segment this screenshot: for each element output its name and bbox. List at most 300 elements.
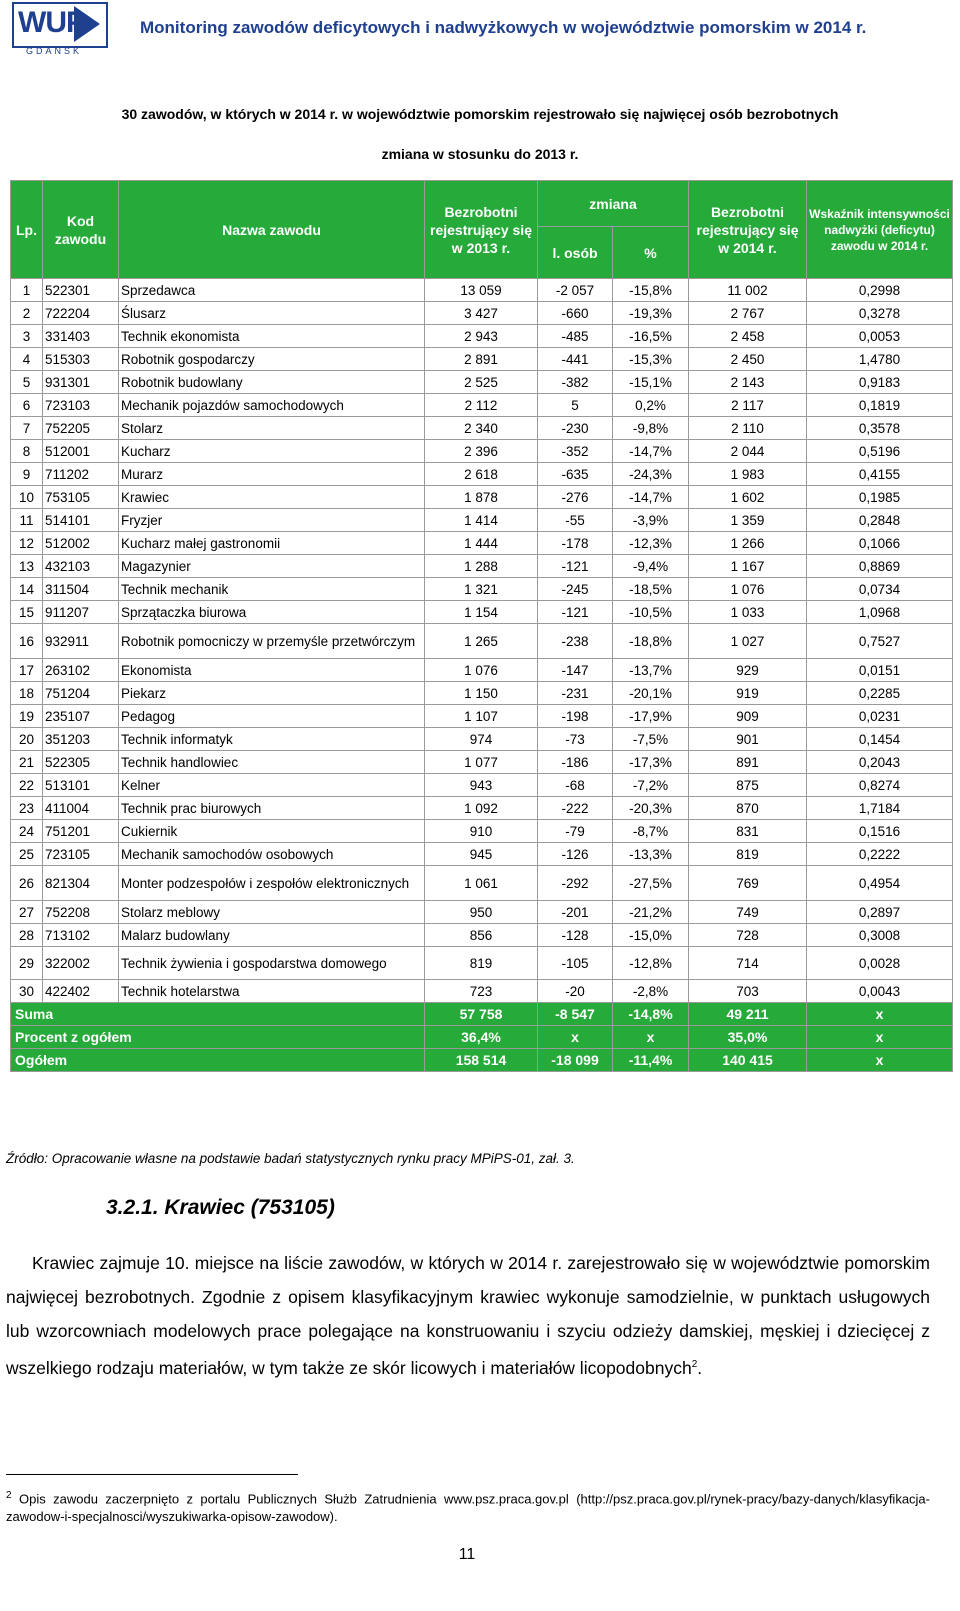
cell-kod: 713102 xyxy=(43,924,119,947)
cell-name: Robotnik pomocniczy w przemyśle przetwórczym xyxy=(119,624,425,659)
cell-lp: 7 xyxy=(11,417,43,440)
cell-l-osob: -245 xyxy=(538,578,613,601)
cell-lp: 30 xyxy=(11,980,43,1003)
cell-b2013: 13 059 xyxy=(425,279,538,302)
cell-b2014: 870 xyxy=(689,797,807,820)
table-row xyxy=(11,901,953,924)
table-row xyxy=(11,751,953,774)
cell-wskaznik: 0,3278 xyxy=(807,302,953,325)
cell-kod: 722204 xyxy=(43,302,119,325)
cell-b2013: 2 618 xyxy=(425,463,538,486)
header-wskaznik: Wskaźnik intensywności nadwyżki (deficytu) zawodu w 2014 r. xyxy=(807,181,953,279)
cell-name: Malarz budowlany xyxy=(119,924,425,947)
wup-logo xyxy=(12,2,108,58)
cell-wskaznik: 0,2897 xyxy=(807,901,953,924)
summary-cell-proc: x xyxy=(613,1026,689,1049)
cell-wskaznik: 0,2043 xyxy=(807,751,953,774)
cell-b2014: 703 xyxy=(689,980,807,1003)
header-b2014: Bezrobotni rejestrujący się w 2014 r. xyxy=(689,181,807,279)
cell-wskaznik: 0,1516 xyxy=(807,820,953,843)
table-row xyxy=(11,980,953,1003)
cell-procent: -9,8% xyxy=(613,417,689,440)
cell-wskaznik: 0,4954 xyxy=(807,866,953,901)
cell-b2014: 909 xyxy=(689,705,807,728)
table-body xyxy=(11,279,953,1072)
cell-kod: 821304 xyxy=(43,866,119,901)
cell-l-osob: -121 xyxy=(538,601,613,624)
cell-b2013: 1 321 xyxy=(425,578,538,601)
summary-cell-wsk: x xyxy=(807,1003,953,1026)
table-row xyxy=(11,509,953,532)
cell-kod: 522305 xyxy=(43,751,119,774)
cell-procent: -20,1% xyxy=(613,682,689,705)
table-row xyxy=(11,348,953,371)
cell-lp: 28 xyxy=(11,924,43,947)
table-row xyxy=(11,578,953,601)
cell-kod: 351203 xyxy=(43,728,119,751)
cell-l-osob: -105 xyxy=(538,947,613,980)
cell-procent: -2,8% xyxy=(613,980,689,1003)
cell-wskaznik: 0,0151 xyxy=(807,659,953,682)
cell-wskaznik: 0,4155 xyxy=(807,463,953,486)
cell-b2014: 2 458 xyxy=(689,325,807,348)
cell-b2013: 974 xyxy=(425,728,538,751)
summary-cell-proc: -14,8% xyxy=(613,1003,689,1026)
cell-wskaznik: 1,7184 xyxy=(807,797,953,820)
cell-procent: -19,3% xyxy=(613,302,689,325)
table-row xyxy=(11,624,953,659)
cell-procent: 0,2% xyxy=(613,394,689,417)
cell-wskaznik: 0,2222 xyxy=(807,843,953,866)
cell-lp: 24 xyxy=(11,820,43,843)
cell-b2014: 2 767 xyxy=(689,302,807,325)
cell-b2013: 1 076 xyxy=(425,659,538,682)
cell-lp: 19 xyxy=(11,705,43,728)
cell-lp: 22 xyxy=(11,774,43,797)
cell-b2013: 943 xyxy=(425,774,538,797)
cell-kod: 311504 xyxy=(43,578,119,601)
header-lp: Lp. xyxy=(11,181,43,279)
cell-b2014: 1 167 xyxy=(689,555,807,578)
cell-procent: -10,5% xyxy=(613,601,689,624)
cell-name: Sprzątaczka biurowa xyxy=(119,601,425,624)
cell-kod: 752205 xyxy=(43,417,119,440)
cell-procent: -24,3% xyxy=(613,463,689,486)
cell-name: Murarz xyxy=(119,463,425,486)
cell-b2013: 1 154 xyxy=(425,601,538,624)
cell-name: Kelner xyxy=(119,774,425,797)
cell-lp: 9 xyxy=(11,463,43,486)
cell-name: Magazynier xyxy=(119,555,425,578)
table-row xyxy=(11,279,953,302)
header-procent: % xyxy=(613,227,689,279)
cell-lp: 13 xyxy=(11,555,43,578)
cell-b2014: 1 983 xyxy=(689,463,807,486)
cell-procent: -14,7% xyxy=(613,486,689,509)
cell-b2013: 2 396 xyxy=(425,440,538,463)
cell-b2014: 819 xyxy=(689,843,807,866)
table-row xyxy=(11,486,953,509)
cell-b2013: 2 112 xyxy=(425,394,538,417)
cell-l-osob: -276 xyxy=(538,486,613,509)
cell-l-osob: -68 xyxy=(538,774,613,797)
cell-lp: 4 xyxy=(11,348,43,371)
body-paragraph xyxy=(6,1246,930,1385)
cell-wskaznik: 0,7527 xyxy=(807,624,953,659)
cell-l-osob: -121 xyxy=(538,555,613,578)
cell-b2014: 1 033 xyxy=(689,601,807,624)
cell-b2013: 1 107 xyxy=(425,705,538,728)
cell-kod: 513101 xyxy=(43,774,119,797)
cell-b2014: 2 450 xyxy=(689,348,807,371)
cell-b2014: 728 xyxy=(689,924,807,947)
cell-b2013: 945 xyxy=(425,843,538,866)
cell-lp: 15 xyxy=(11,601,43,624)
table-row xyxy=(11,797,953,820)
table-row xyxy=(11,394,953,417)
summary-label: Procent z ogółem xyxy=(11,1026,425,1049)
cell-b2013: 1 878 xyxy=(425,486,538,509)
cell-b2014: 891 xyxy=(689,751,807,774)
cell-l-osob: -238 xyxy=(538,624,613,659)
cell-name: Stolarz meblowy xyxy=(119,901,425,924)
cell-kod: 235107 xyxy=(43,705,119,728)
cell-kod: 711202 xyxy=(43,463,119,486)
cell-l-osob: -485 xyxy=(538,325,613,348)
logo-text: WUP xyxy=(18,6,85,39)
cell-lp: 18 xyxy=(11,682,43,705)
cell-wskaznik: 0,1819 xyxy=(807,394,953,417)
summary-cell-b2014: 49 211 xyxy=(689,1003,807,1026)
logo-subtext: GDAŃSK xyxy=(26,46,83,56)
cell-name: Technik informatyk xyxy=(119,728,425,751)
cell-kod: 753105 xyxy=(43,486,119,509)
table-row xyxy=(11,659,953,682)
cell-wskaznik: 1,4780 xyxy=(807,348,953,371)
cell-lp: 5 xyxy=(11,371,43,394)
cell-wskaznik: 0,1454 xyxy=(807,728,953,751)
table-row xyxy=(11,843,953,866)
cell-name: Pedagog xyxy=(119,705,425,728)
table-row xyxy=(11,302,953,325)
cell-wskaznik: 0,0028 xyxy=(807,947,953,980)
cell-procent: -8,7% xyxy=(613,820,689,843)
table-title: 30 zawodów, w których w 2014 r. w województwie pomorskim rejestrowało się najwięcej osób bezrobotnych xyxy=(121,106,839,122)
cell-l-osob: -352 xyxy=(538,440,613,463)
cell-kod: 515303 xyxy=(43,348,119,371)
cell-lp: 21 xyxy=(11,751,43,774)
table-row xyxy=(11,601,953,624)
footnote-text: Opis zawodu zaczerpnięto z portalu Publicznych Służb Zatrudnienia www.psz.praca.gov.pl (http://psz.praca.gov.pl/rynek-pracy/bazy-danych/klasyfikacja-zawodow-i-specjalnosci/wyszukiwarka-opisow-zawodow). xyxy=(6,1491,930,1525)
cell-procent: -15,0% xyxy=(613,924,689,947)
cell-b2013: 2 891 xyxy=(425,348,538,371)
summary-label: Ogółem xyxy=(11,1049,425,1072)
paragraph-end: . xyxy=(697,1357,703,1378)
cell-lp: 12 xyxy=(11,532,43,555)
cell-name: Robotnik gospodarczy xyxy=(119,348,425,371)
cell-kod: 322002 xyxy=(43,947,119,980)
table-row xyxy=(11,440,953,463)
cell-b2013: 3 427 xyxy=(425,302,538,325)
footnote-ref: 2 xyxy=(691,1359,698,1370)
cell-l-osob: -222 xyxy=(538,797,613,820)
cell-lp: 3 xyxy=(11,325,43,348)
cell-lp: 20 xyxy=(11,728,43,751)
cell-name: Technik ekonomista xyxy=(119,325,425,348)
cell-b2013: 1 444 xyxy=(425,532,538,555)
cell-wskaznik: 0,0053 xyxy=(807,325,953,348)
cell-l-osob: -382 xyxy=(538,371,613,394)
occupations-table xyxy=(10,180,953,1072)
cell-name: Kucharz xyxy=(119,440,425,463)
cell-procent: -3,9% xyxy=(613,509,689,532)
cell-name: Cukiernik xyxy=(119,820,425,843)
summary-cell-proc: -11,4% xyxy=(613,1049,689,1072)
cell-wskaznik: 0,2848 xyxy=(807,509,953,532)
cell-l-osob: -79 xyxy=(538,820,613,843)
cell-l-osob: -20 xyxy=(538,980,613,1003)
cell-procent: -16,5% xyxy=(613,325,689,348)
cell-wskaznik: 0,1985 xyxy=(807,486,953,509)
cell-b2013: 2 525 xyxy=(425,371,538,394)
cell-lp: 25 xyxy=(11,843,43,866)
cell-b2013: 1 150 xyxy=(425,682,538,705)
cell-procent: -13,3% xyxy=(613,843,689,866)
summary-cell-b2014: 35,0% xyxy=(689,1026,807,1049)
cell-b2014: 1 076 xyxy=(689,578,807,601)
table-row xyxy=(11,866,953,901)
table-row xyxy=(11,728,953,751)
cell-name: Ślusarz xyxy=(119,302,425,325)
cell-b2014: 714 xyxy=(689,947,807,980)
table-row xyxy=(11,705,953,728)
cell-kod: 723103 xyxy=(43,394,119,417)
cell-kod: 514101 xyxy=(43,509,119,532)
cell-name: Technik mechanik xyxy=(119,578,425,601)
cell-kod: 752208 xyxy=(43,901,119,924)
cell-kod: 331403 xyxy=(43,325,119,348)
cell-b2014: 2 044 xyxy=(689,440,807,463)
summary-label: Suma xyxy=(11,1003,425,1026)
cell-kod: 512001 xyxy=(43,440,119,463)
cell-kod: 422402 xyxy=(43,980,119,1003)
cell-b2013: 856 xyxy=(425,924,538,947)
cell-l-osob: -198 xyxy=(538,705,613,728)
cell-lp: 17 xyxy=(11,659,43,682)
cell-procent: -15,8% xyxy=(613,279,689,302)
cell-kod: 512002 xyxy=(43,532,119,555)
cell-name: Monter podzespołów i zespołów elektronicznych xyxy=(119,866,425,901)
cell-b2013: 1 092 xyxy=(425,797,538,820)
table-row xyxy=(11,325,953,348)
cell-procent: -17,9% xyxy=(613,705,689,728)
cell-name: Piekarz xyxy=(119,682,425,705)
cell-procent: -15,1% xyxy=(613,371,689,394)
cell-l-osob: -2 057 xyxy=(538,279,613,302)
summary-cell-b2013: 158 514 xyxy=(425,1049,538,1072)
cell-name: Technik żywienia i gospodarstwa domowego xyxy=(119,947,425,980)
cell-procent: -17,3% xyxy=(613,751,689,774)
table-row xyxy=(11,820,953,843)
summary-cell-b2013: 57 758 xyxy=(425,1003,538,1026)
cell-b2014: 901 xyxy=(689,728,807,751)
cell-b2014: 769 xyxy=(689,866,807,901)
cell-b2014: 929 xyxy=(689,659,807,682)
cell-b2013: 2 340 xyxy=(425,417,538,440)
cell-b2013: 950 xyxy=(425,901,538,924)
header-name: Nazwa zawodu xyxy=(119,181,425,279)
footnote xyxy=(6,1487,930,1526)
cell-l-osob: -201 xyxy=(538,901,613,924)
cell-wskaznik: 0,0734 xyxy=(807,578,953,601)
cell-b2014: 875 xyxy=(689,774,807,797)
cell-wskaznik: 0,5196 xyxy=(807,440,953,463)
cell-kod: 911207 xyxy=(43,601,119,624)
summary-cell-b2013: 36,4% xyxy=(425,1026,538,1049)
cell-b2013: 1 414 xyxy=(425,509,538,532)
cell-l-osob: -186 xyxy=(538,751,613,774)
cell-b2014: 11 002 xyxy=(689,279,807,302)
cell-lp: 1 xyxy=(11,279,43,302)
cell-l-osob: -292 xyxy=(538,866,613,901)
summary-row xyxy=(11,1003,953,1026)
summary-row xyxy=(11,1049,953,1072)
source-note: Źródło: Opracowanie własne na podstawie badań statystycznych rynku pracy MPiPS-01, zał. 3. xyxy=(6,1151,575,1166)
summary-cell-wsk: x xyxy=(807,1049,953,1072)
cell-name: Technik handlowiec xyxy=(119,751,425,774)
cell-wskaznik: 0,8869 xyxy=(807,555,953,578)
cell-b2013: 723 xyxy=(425,980,538,1003)
cell-l-osob: -55 xyxy=(538,509,613,532)
cell-lp: 27 xyxy=(11,901,43,924)
page-header xyxy=(0,0,960,62)
cell-b2013: 1 077 xyxy=(425,751,538,774)
cell-lp: 2 xyxy=(11,302,43,325)
cell-name: Krawiec xyxy=(119,486,425,509)
cell-b2014: 1 359 xyxy=(689,509,807,532)
cell-l-osob: -441 xyxy=(538,348,613,371)
cell-l-osob: -73 xyxy=(538,728,613,751)
table-row xyxy=(11,947,953,980)
table-row xyxy=(11,555,953,578)
cell-name: Mechanik samochodów osobowych xyxy=(119,843,425,866)
cell-kod: 263102 xyxy=(43,659,119,682)
cell-kod: 751204 xyxy=(43,682,119,705)
cell-b2013: 910 xyxy=(425,820,538,843)
cell-name: Sprzedawca xyxy=(119,279,425,302)
cell-b2014: 2 110 xyxy=(689,417,807,440)
cell-lp: 11 xyxy=(11,509,43,532)
summary-cell-b2014: 140 415 xyxy=(689,1049,807,1072)
cell-procent: -18,5% xyxy=(613,578,689,601)
cell-b2013: 2 943 xyxy=(425,325,538,348)
cell-name: Stolarz xyxy=(119,417,425,440)
cell-wskaznik: 0,3008 xyxy=(807,924,953,947)
header-title: Monitoring zawodów deficytowych i nadwyżkowych w województwie pomorskim w 2014 r. xyxy=(140,18,867,37)
cell-wskaznik: 0,1066 xyxy=(807,532,953,555)
summary-row xyxy=(11,1026,953,1049)
cell-l-osob: -231 xyxy=(538,682,613,705)
cell-procent: -27,5% xyxy=(613,866,689,901)
cell-b2013: 1 288 xyxy=(425,555,538,578)
table-row xyxy=(11,774,953,797)
cell-kod: 723105 xyxy=(43,843,119,866)
cell-l-osob: -230 xyxy=(538,417,613,440)
cell-procent: -18,8% xyxy=(613,624,689,659)
footnote-number: 2 xyxy=(6,1490,12,1501)
cell-lp: 23 xyxy=(11,797,43,820)
cell-name: Robotnik budowlany xyxy=(119,371,425,394)
cell-procent: -20,3% xyxy=(613,797,689,820)
cell-name: Mechanik pojazdów samochodowych xyxy=(119,394,425,417)
table-subtitle: zmiana w stosunku do 2013 r. xyxy=(381,146,579,162)
cell-wskaznik: 0,2285 xyxy=(807,682,953,705)
cell-b2013: 1 265 xyxy=(425,624,538,659)
table-row xyxy=(11,463,953,486)
cell-b2014: 749 xyxy=(689,901,807,924)
cell-l-osob: -147 xyxy=(538,659,613,682)
cell-wskaznik: 0,2998 xyxy=(807,279,953,302)
cell-b2014: 1 027 xyxy=(689,624,807,659)
cell-b2014: 831 xyxy=(689,820,807,843)
cell-procent: -13,7% xyxy=(613,659,689,682)
cell-wskaznik: 0,8274 xyxy=(807,774,953,797)
cell-l-osob: -178 xyxy=(538,532,613,555)
cell-b2013: 819 xyxy=(425,947,538,980)
footnote-divider xyxy=(6,1474,298,1475)
table-row xyxy=(11,924,953,947)
summary-cell-wsk: x xyxy=(807,1026,953,1049)
cell-name: Technik prac biurowych xyxy=(119,797,425,820)
cell-procent: -14,7% xyxy=(613,440,689,463)
cell-kod: 751201 xyxy=(43,820,119,843)
cell-lp: 26 xyxy=(11,866,43,901)
cell-l-osob: -635 xyxy=(538,463,613,486)
table-row xyxy=(11,371,953,394)
section-heading: 3.2.1. Krawiec (753105) xyxy=(106,1196,335,1219)
header-b2013: Bezrobotni rejestrujący się w 2013 r. xyxy=(425,181,538,279)
cell-b2014: 1 266 xyxy=(689,532,807,555)
cell-l-osob: -126 xyxy=(538,843,613,866)
cell-procent: -12,8% xyxy=(613,947,689,980)
cell-kod: 411004 xyxy=(43,797,119,820)
header-kod: Kod zawodu xyxy=(43,181,119,279)
cell-lp: 8 xyxy=(11,440,43,463)
cell-wskaznik: 0,0043 xyxy=(807,980,953,1003)
cell-wskaznik: 0,3578 xyxy=(807,417,953,440)
cell-l-osob: -128 xyxy=(538,924,613,947)
cell-l-osob: 5 xyxy=(538,394,613,417)
cell-procent: -15,3% xyxy=(613,348,689,371)
cell-l-osob: -660 xyxy=(538,302,613,325)
cell-name: Ekonomista xyxy=(119,659,425,682)
cell-lp: 6 xyxy=(11,394,43,417)
cell-b2014: 2 117 xyxy=(689,394,807,417)
cell-b2013: 1 061 xyxy=(425,866,538,901)
cell-kod: 432103 xyxy=(43,555,119,578)
summary-cell-osob: x xyxy=(538,1026,613,1049)
header-zmiana: zmiana xyxy=(538,181,689,227)
cell-name: Kucharz małej gastronomii xyxy=(119,532,425,555)
cell-procent: -12,3% xyxy=(613,532,689,555)
cell-b2014: 2 143 xyxy=(689,371,807,394)
cell-b2014: 1 602 xyxy=(689,486,807,509)
cell-b2014: 919 xyxy=(689,682,807,705)
cell-wskaznik: 0,0231 xyxy=(807,705,953,728)
header-l-osob: l. osób xyxy=(538,227,613,279)
cell-lp: 10 xyxy=(11,486,43,509)
paragraph-text: Krawiec zajmuje 10. miejsce na liście zawodów, w których w 2014 r. zarejestrowało się w województwie pomorskim najwięcej bezrobotnych. Zgodnie z opisem klasyfikacyjnym krawiec wykonuje samodzielnie, w punktach usługowych lub wzorcowniach modelowych prace polegające na konstruowaniu i szyciu odzieży damskiej, męskiej i dziecięcej z wszelkiego rodzaju materiałów, w tym także ze skór licowych i materiałów licopodobnych xyxy=(6,1253,930,1378)
